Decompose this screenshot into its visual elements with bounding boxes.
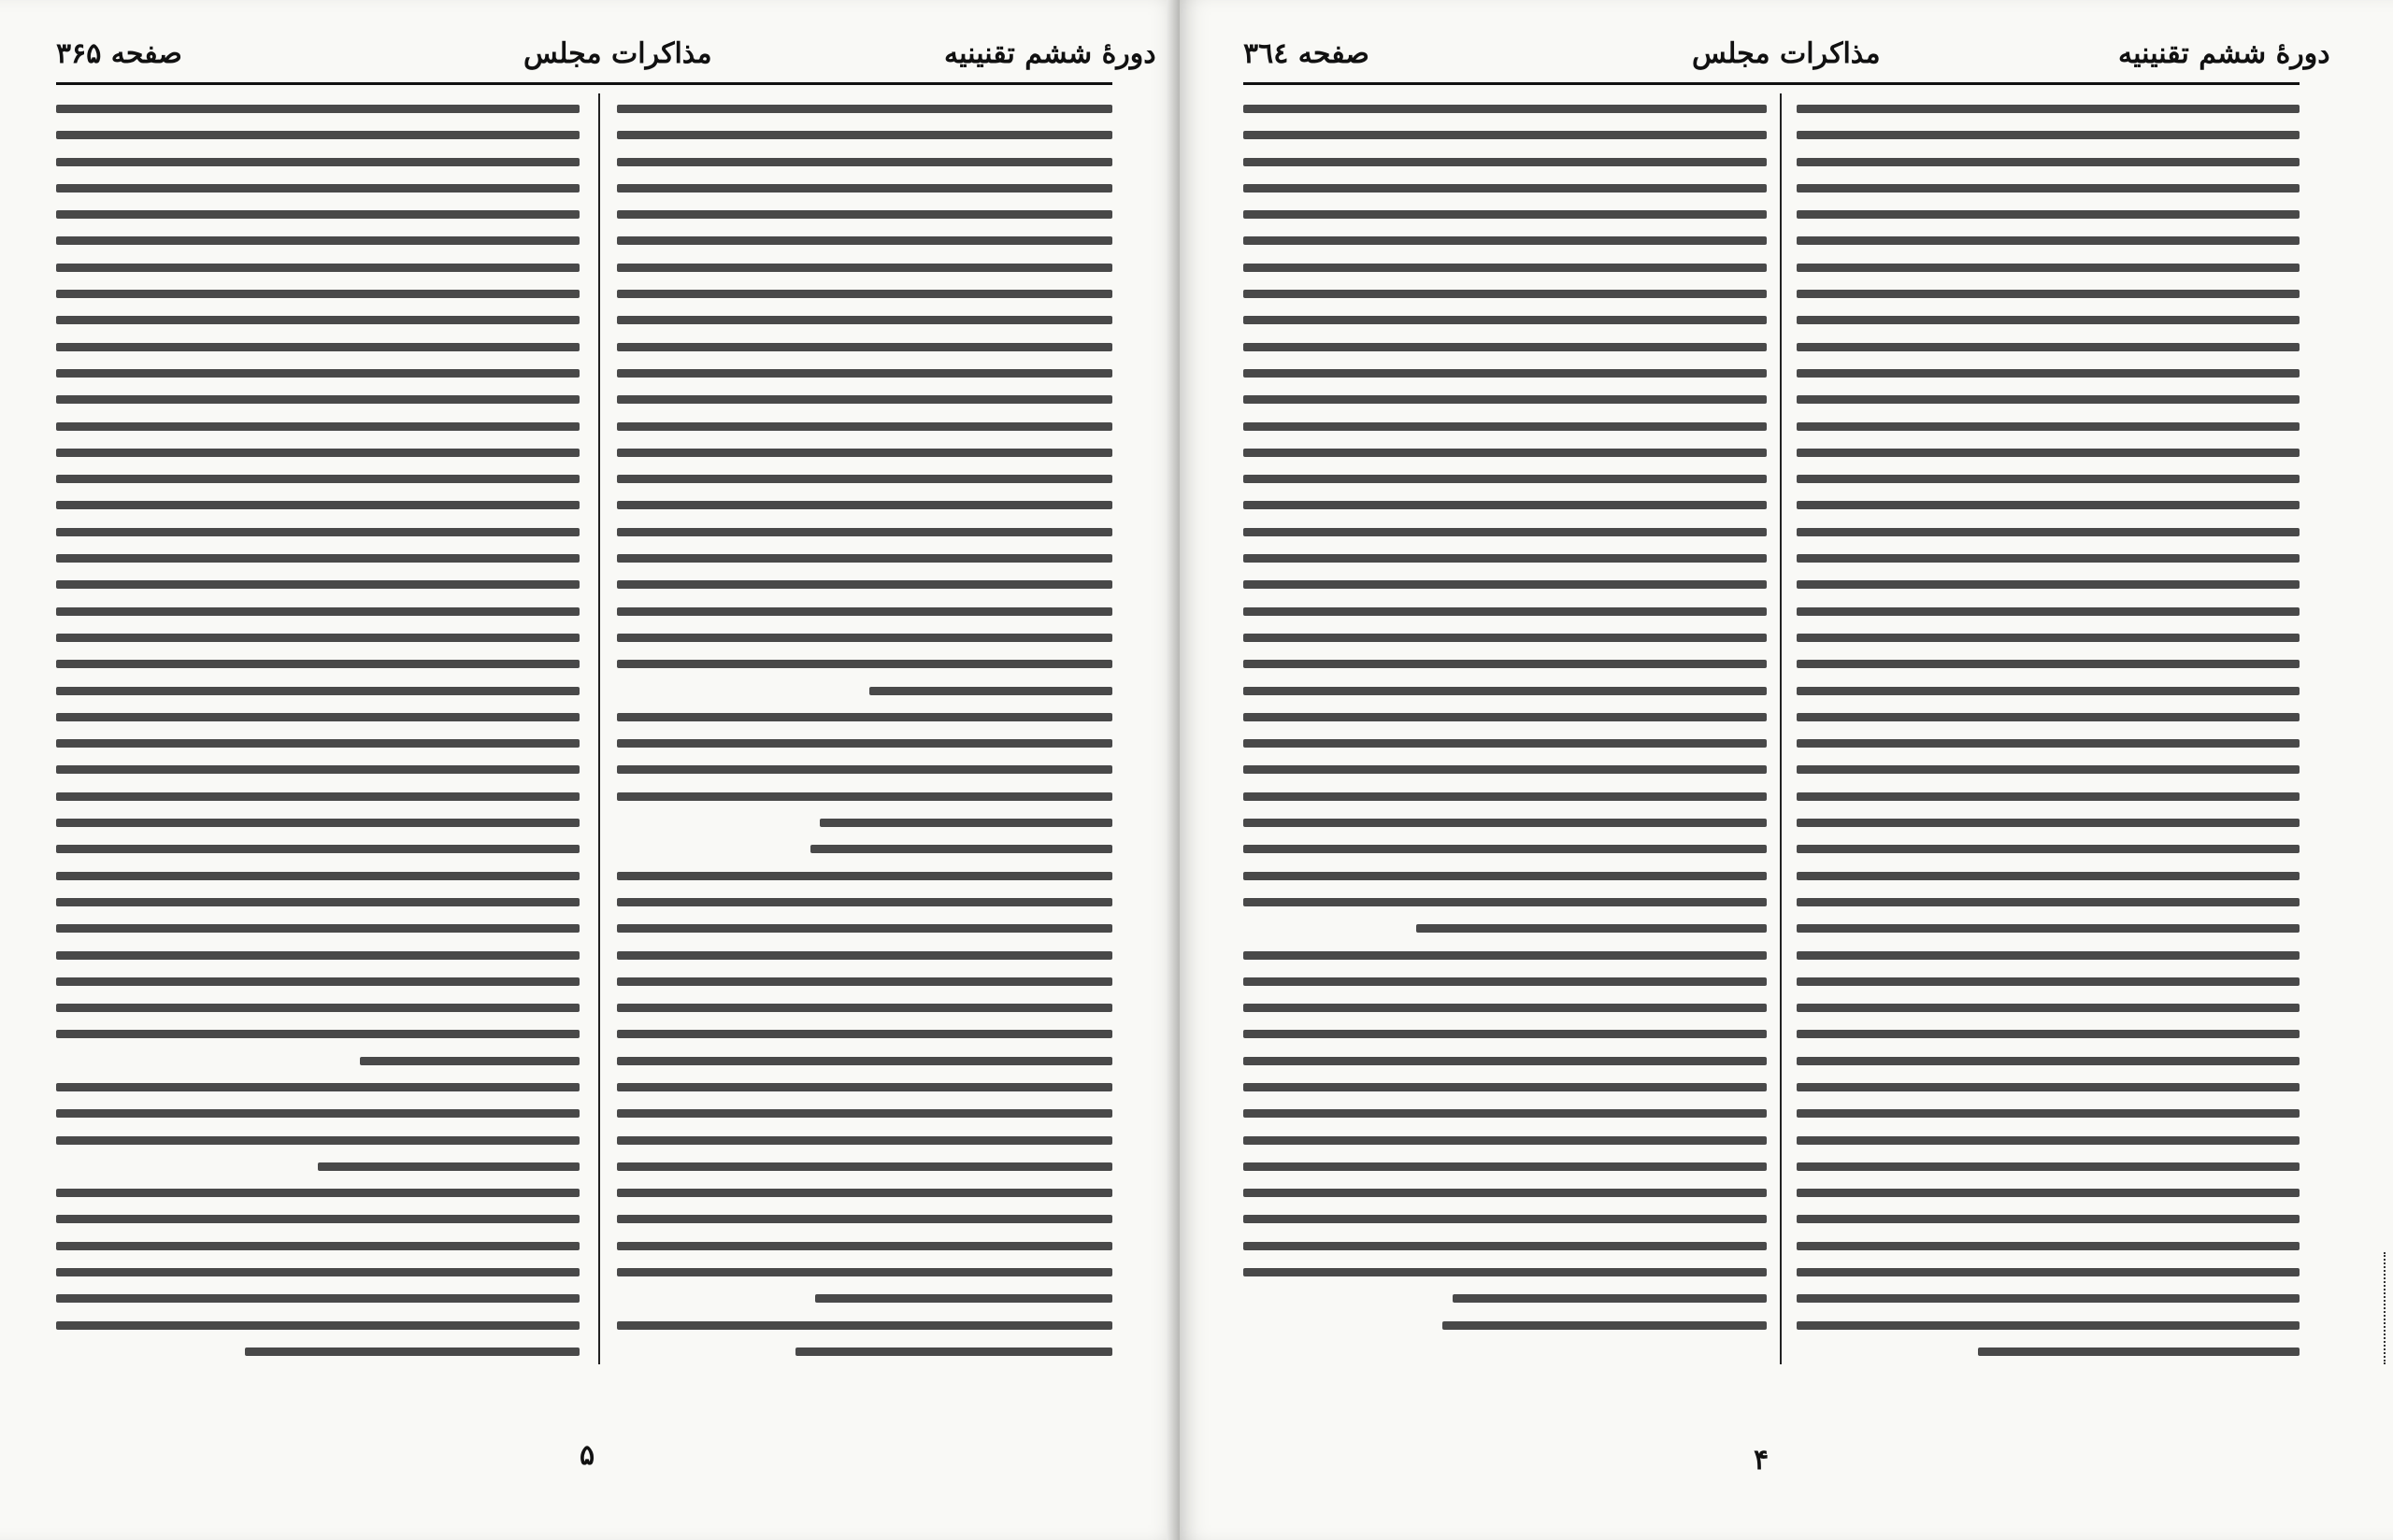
text-line	[56, 1189, 580, 1197]
text-line	[1797, 765, 2300, 774]
text-line	[1797, 819, 2300, 827]
text-line	[1243, 660, 1767, 668]
text-line	[1243, 687, 1767, 695]
text-line	[56, 343, 580, 351]
text-line	[1797, 1189, 2300, 1197]
text-line	[1797, 1268, 2300, 1276]
text-line	[617, 422, 1112, 431]
text-line	[617, 105, 1112, 113]
text-line	[617, 475, 1112, 483]
text-line	[1243, 210, 1767, 219]
text-line	[617, 1268, 1112, 1276]
text-line	[56, 792, 580, 801]
left-page	[0, 0, 1180, 1540]
text-line	[1243, 607, 1767, 616]
text-line	[869, 687, 1112, 695]
text-line	[1243, 131, 1767, 139]
text-line	[1243, 765, 1767, 774]
text-line	[56, 158, 580, 166]
text-line	[1797, 872, 2300, 880]
text-line	[1797, 1321, 2300, 1330]
text-line	[1243, 449, 1767, 457]
text-line	[1243, 1109, 1767, 1118]
text-line	[1797, 158, 2300, 166]
text-line	[1243, 951, 1767, 960]
left-column-divider	[598, 93, 600, 1364]
text-line	[56, 554, 580, 563]
text-line	[1243, 1215, 1767, 1223]
text-line	[56, 449, 580, 457]
text-line	[1243, 977, 1767, 986]
text-line	[56, 1215, 580, 1223]
page-edge-marks	[2374, 1252, 2386, 1364]
text-line	[617, 1109, 1112, 1118]
text-line	[617, 1136, 1112, 1145]
text-line	[1243, 792, 1767, 801]
text-line	[1442, 1321, 1767, 1330]
left-page-label: صفحه ۳۶۵	[56, 37, 182, 70]
text-line	[1797, 1136, 2300, 1145]
text-line	[56, 395, 580, 404]
text-line	[1243, 1030, 1767, 1038]
text-line	[617, 554, 1112, 563]
text-line	[1797, 1215, 2300, 1223]
text-line	[617, 501, 1112, 509]
text-line	[1797, 1004, 2300, 1012]
text-line	[617, 131, 1112, 139]
text-line	[1797, 951, 2300, 960]
text-line	[617, 580, 1112, 589]
text-line	[617, 369, 1112, 378]
text-line	[56, 369, 580, 378]
text-line	[56, 528, 580, 536]
text-line	[1243, 554, 1767, 563]
text-line	[56, 1268, 580, 1276]
text-line	[56, 290, 580, 298]
left-text-column-1	[56, 105, 580, 1374]
text-line	[617, 290, 1112, 298]
text-line	[1243, 290, 1767, 298]
text-line	[1797, 607, 2300, 616]
text-line	[1797, 369, 2300, 378]
text-line	[1797, 713, 2300, 721]
text-line	[56, 236, 580, 245]
right-page-label: صفحه ۳٦٤	[1243, 37, 1369, 70]
text-line	[617, 449, 1112, 457]
text-line	[1797, 290, 2300, 298]
left-center-title: مذاکرات مجلس	[523, 37, 712, 70]
text-line	[1797, 528, 2300, 536]
text-line	[810, 845, 1112, 853]
text-line	[1243, 1057, 1767, 1065]
text-line	[617, 184, 1112, 192]
text-line	[56, 634, 580, 642]
text-line	[1243, 1136, 1767, 1145]
text-line	[1797, 898, 2300, 906]
text-line	[1797, 105, 2300, 113]
text-line	[1797, 739, 2300, 748]
text-line	[1243, 1268, 1767, 1276]
text-line	[56, 131, 580, 139]
text-line	[617, 634, 1112, 642]
text-line	[56, 1109, 580, 1118]
text-line	[56, 977, 580, 986]
text-line	[1243, 184, 1767, 192]
text-line	[1243, 105, 1767, 113]
text-line	[56, 660, 580, 668]
text-line	[1243, 1189, 1767, 1197]
text-line	[1243, 1242, 1767, 1250]
text-line	[1797, 845, 2300, 853]
left-header-rule	[56, 82, 1112, 85]
text-line	[1243, 422, 1767, 431]
text-line	[56, 210, 580, 219]
left-footer-number: ۵	[580, 1439, 595, 1472]
text-line	[56, 819, 580, 827]
text-line	[1243, 845, 1767, 853]
text-line	[1797, 977, 2300, 986]
text-line	[1797, 1294, 2300, 1303]
text-line	[1797, 422, 2300, 431]
right-text-column-1	[1243, 105, 1767, 1348]
text-line	[1797, 236, 2300, 245]
text-line	[1243, 898, 1767, 906]
right-header-rule	[1243, 82, 2300, 85]
text-line	[1243, 634, 1767, 642]
text-line	[1243, 343, 1767, 351]
left-text-column-2	[617, 105, 1112, 1374]
text-line	[245, 1348, 580, 1356]
text-line	[1797, 660, 2300, 668]
text-line	[617, 1189, 1112, 1197]
text-line	[617, 236, 1112, 245]
text-line	[617, 1057, 1112, 1065]
text-line	[617, 765, 1112, 774]
text-line	[617, 1004, 1112, 1012]
text-line	[56, 1136, 580, 1145]
right-text-column-2	[1797, 105, 2300, 1374]
text-line	[617, 264, 1112, 272]
text-line	[56, 898, 580, 906]
text-line	[617, 316, 1112, 324]
text-line	[56, 1321, 580, 1330]
text-line	[56, 1030, 580, 1038]
text-line	[56, 475, 580, 483]
text-line	[1243, 580, 1767, 589]
right-center-title: مذاکرات مجلس	[1692, 37, 1881, 70]
text-line	[1797, 1057, 2300, 1065]
text-line	[56, 765, 580, 774]
text-line	[1243, 236, 1767, 245]
text-line	[1416, 924, 1767, 933]
text-line	[617, 607, 1112, 616]
text-line	[56, 1294, 580, 1303]
text-line	[617, 395, 1112, 404]
text-line	[56, 872, 580, 880]
text-line	[1797, 475, 2300, 483]
text-line	[56, 580, 580, 589]
text-line	[56, 501, 580, 509]
left-session-title: دورهٔ ششم تقنینیه	[944, 37, 1156, 70]
text-line	[1797, 1030, 2300, 1038]
right-column-divider	[1780, 93, 1782, 1364]
text-line	[56, 924, 580, 933]
text-line	[617, 898, 1112, 906]
text-line	[820, 819, 1112, 827]
text-line	[56, 713, 580, 721]
text-line	[56, 184, 580, 192]
right-session-title: دورهٔ ششم تقنینیه	[2118, 37, 2330, 70]
text-line	[56, 422, 580, 431]
text-line	[1797, 1109, 2300, 1118]
text-line	[617, 1242, 1112, 1250]
text-line	[1797, 131, 2300, 139]
text-line	[318, 1162, 580, 1171]
text-line	[617, 343, 1112, 351]
text-line	[1243, 739, 1767, 748]
text-line	[795, 1348, 1112, 1356]
text-line	[617, 528, 1112, 536]
text-line	[1243, 872, 1767, 880]
text-line	[1243, 501, 1767, 509]
right-page	[1180, 0, 2393, 1540]
text-line	[1797, 343, 2300, 351]
text-line	[617, 872, 1112, 880]
text-line	[1243, 395, 1767, 404]
text-line	[1243, 264, 1767, 272]
text-line	[56, 264, 580, 272]
text-line	[1243, 1083, 1767, 1091]
text-line	[1797, 1242, 2300, 1250]
text-line	[56, 105, 580, 113]
text-line	[56, 951, 580, 960]
text-line	[1797, 449, 2300, 457]
text-line	[617, 739, 1112, 748]
text-line	[1243, 369, 1767, 378]
text-line	[1243, 1162, 1767, 1171]
text-line	[617, 977, 1112, 986]
text-line	[617, 792, 1112, 801]
text-line	[617, 660, 1112, 668]
text-line	[617, 1030, 1112, 1038]
text-line	[1797, 184, 2300, 192]
text-line	[56, 687, 580, 695]
text-line	[1243, 158, 1767, 166]
text-line	[56, 1242, 580, 1250]
text-line	[1243, 316, 1767, 324]
text-line	[617, 1215, 1112, 1223]
text-line	[1797, 316, 2300, 324]
text-line	[1797, 395, 2300, 404]
text-line	[617, 210, 1112, 219]
text-line	[1243, 713, 1767, 721]
text-line	[617, 1321, 1112, 1330]
text-line	[1797, 687, 2300, 695]
text-line	[1797, 634, 2300, 642]
text-line	[1243, 475, 1767, 483]
text-line	[1797, 1162, 2300, 1171]
text-line	[56, 845, 580, 853]
text-line	[56, 316, 580, 324]
text-line	[617, 1162, 1112, 1171]
text-line	[56, 739, 580, 748]
text-line	[815, 1294, 1112, 1303]
text-line	[1453, 1294, 1767, 1303]
text-line	[1797, 264, 2300, 272]
text-line	[56, 1083, 580, 1091]
text-line	[617, 1083, 1112, 1091]
text-line	[617, 713, 1112, 721]
text-line	[1243, 1004, 1767, 1012]
text-line	[360, 1057, 580, 1065]
text-line	[1797, 210, 2300, 219]
text-line	[1797, 924, 2300, 933]
text-line	[617, 158, 1112, 166]
text-line	[1797, 580, 2300, 589]
text-line	[1797, 554, 2300, 563]
text-line	[1797, 792, 2300, 801]
text-line	[617, 951, 1112, 960]
text-line	[1978, 1348, 2300, 1356]
right-footer-number: ۴	[1754, 1444, 1770, 1476]
text-line	[1243, 819, 1767, 827]
text-line	[1797, 501, 2300, 509]
text-line	[56, 607, 580, 616]
text-line	[56, 1004, 580, 1012]
text-line	[1243, 528, 1767, 536]
text-line	[617, 924, 1112, 933]
text-line	[1797, 1083, 2300, 1091]
